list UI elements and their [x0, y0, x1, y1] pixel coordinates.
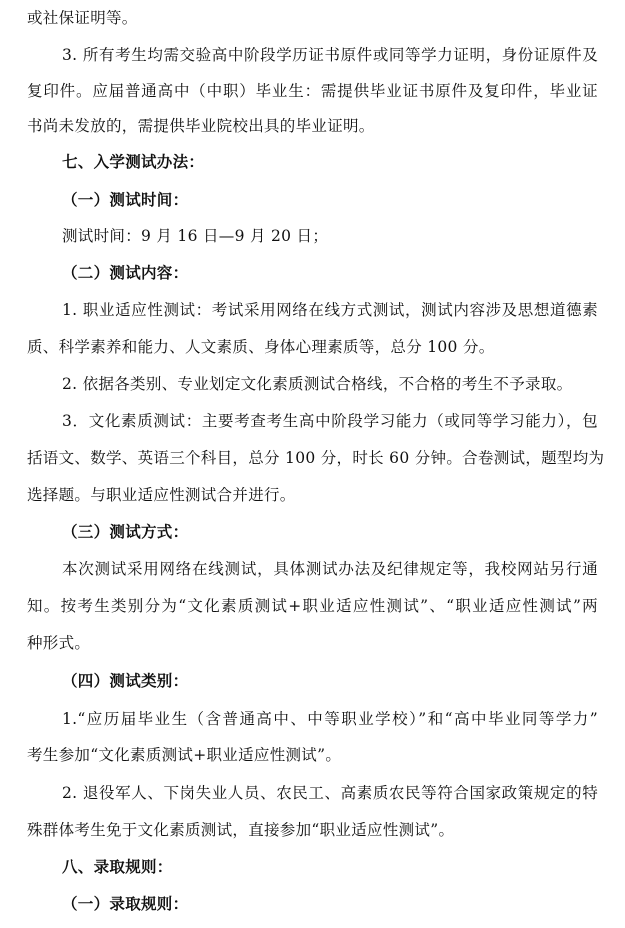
subsection-heading: （一）录取规则： [62, 894, 189, 913]
paragraph-line: 或社保证明等。 [27, 9, 138, 27]
paragraph-line: 括语文、数学、英语三个科目，总分 100 分，时长 60 分钟。合卷测试，题型均为 [27, 449, 605, 467]
paragraph-line: 本次测试采用网络在线测试，具体测试办法及纪律规定等，我校网站另行通 [62, 560, 598, 578]
paragraph-line: 种形式。 [27, 634, 91, 652]
paragraph-line: 2. 退役军人、下岗失业人员、农民工、高素质农民等符合国家政策规定的特 [62, 784, 598, 802]
paragraph-line: 复印件。应届普通高中（中职）毕业生：需提供毕业证书原件及复印件，毕业证 [27, 82, 598, 100]
paragraph-line: 1.“应历届毕业生（含普通高中、中等职业学校）”和“高中毕业同等学力” [62, 710, 598, 728]
paragraph-line: 3．文化素质测试：主要考查考生高中阶段学习能力（或同等学习能力），包 [62, 412, 598, 430]
section-heading: 七、入学测试办法： [62, 152, 205, 171]
paragraph-line: 1. 职业适应性测试：考试采用网络在线方式测试，测试内容涉及思想道德素 [62, 301, 598, 319]
paragraph-line: 2. 依据各类别、专业划定文化素质测试合格线，不合格的考生不予录取。 [62, 375, 573, 393]
section-heading: 八、录取规则： [62, 857, 173, 876]
paragraph-line: 3. 所有考生均需交验高中阶段学历证书原件或同等学力证明，身份证原件及 [62, 46, 598, 64]
subsection-heading: （四）测试类别： [62, 671, 189, 690]
paragraph-line: 测试时间：9 月 16 日—9 月 20 日； [62, 227, 329, 245]
paragraph-line: 考生参加“文化素质测试+职业适应性测试”。 [27, 746, 342, 764]
subsection-heading: （二）测试内容： [62, 263, 189, 282]
paragraph-line: 选择题。与职业适应性测试合并进行。 [27, 486, 296, 504]
paragraph-line: 质、科学素养和能力、人文素质、身体心理素质等，总分 100 分。 [27, 338, 495, 356]
paragraph-line: 书尚未发放的，需提供毕业院校出具的毕业证明。 [27, 117, 375, 135]
paragraph-line: 知。按考生类别分为“文化素质测试+职业适应性测试”、“职业适应性测试”两 [27, 597, 598, 615]
subsection-heading: （三）测试方式： [62, 522, 189, 541]
paragraph-line: 殊群体考生免于文化素质测试，直接参加“职业适应性测试”。 [27, 821, 455, 839]
subsection-heading: （一）测试时间： [62, 190, 189, 209]
